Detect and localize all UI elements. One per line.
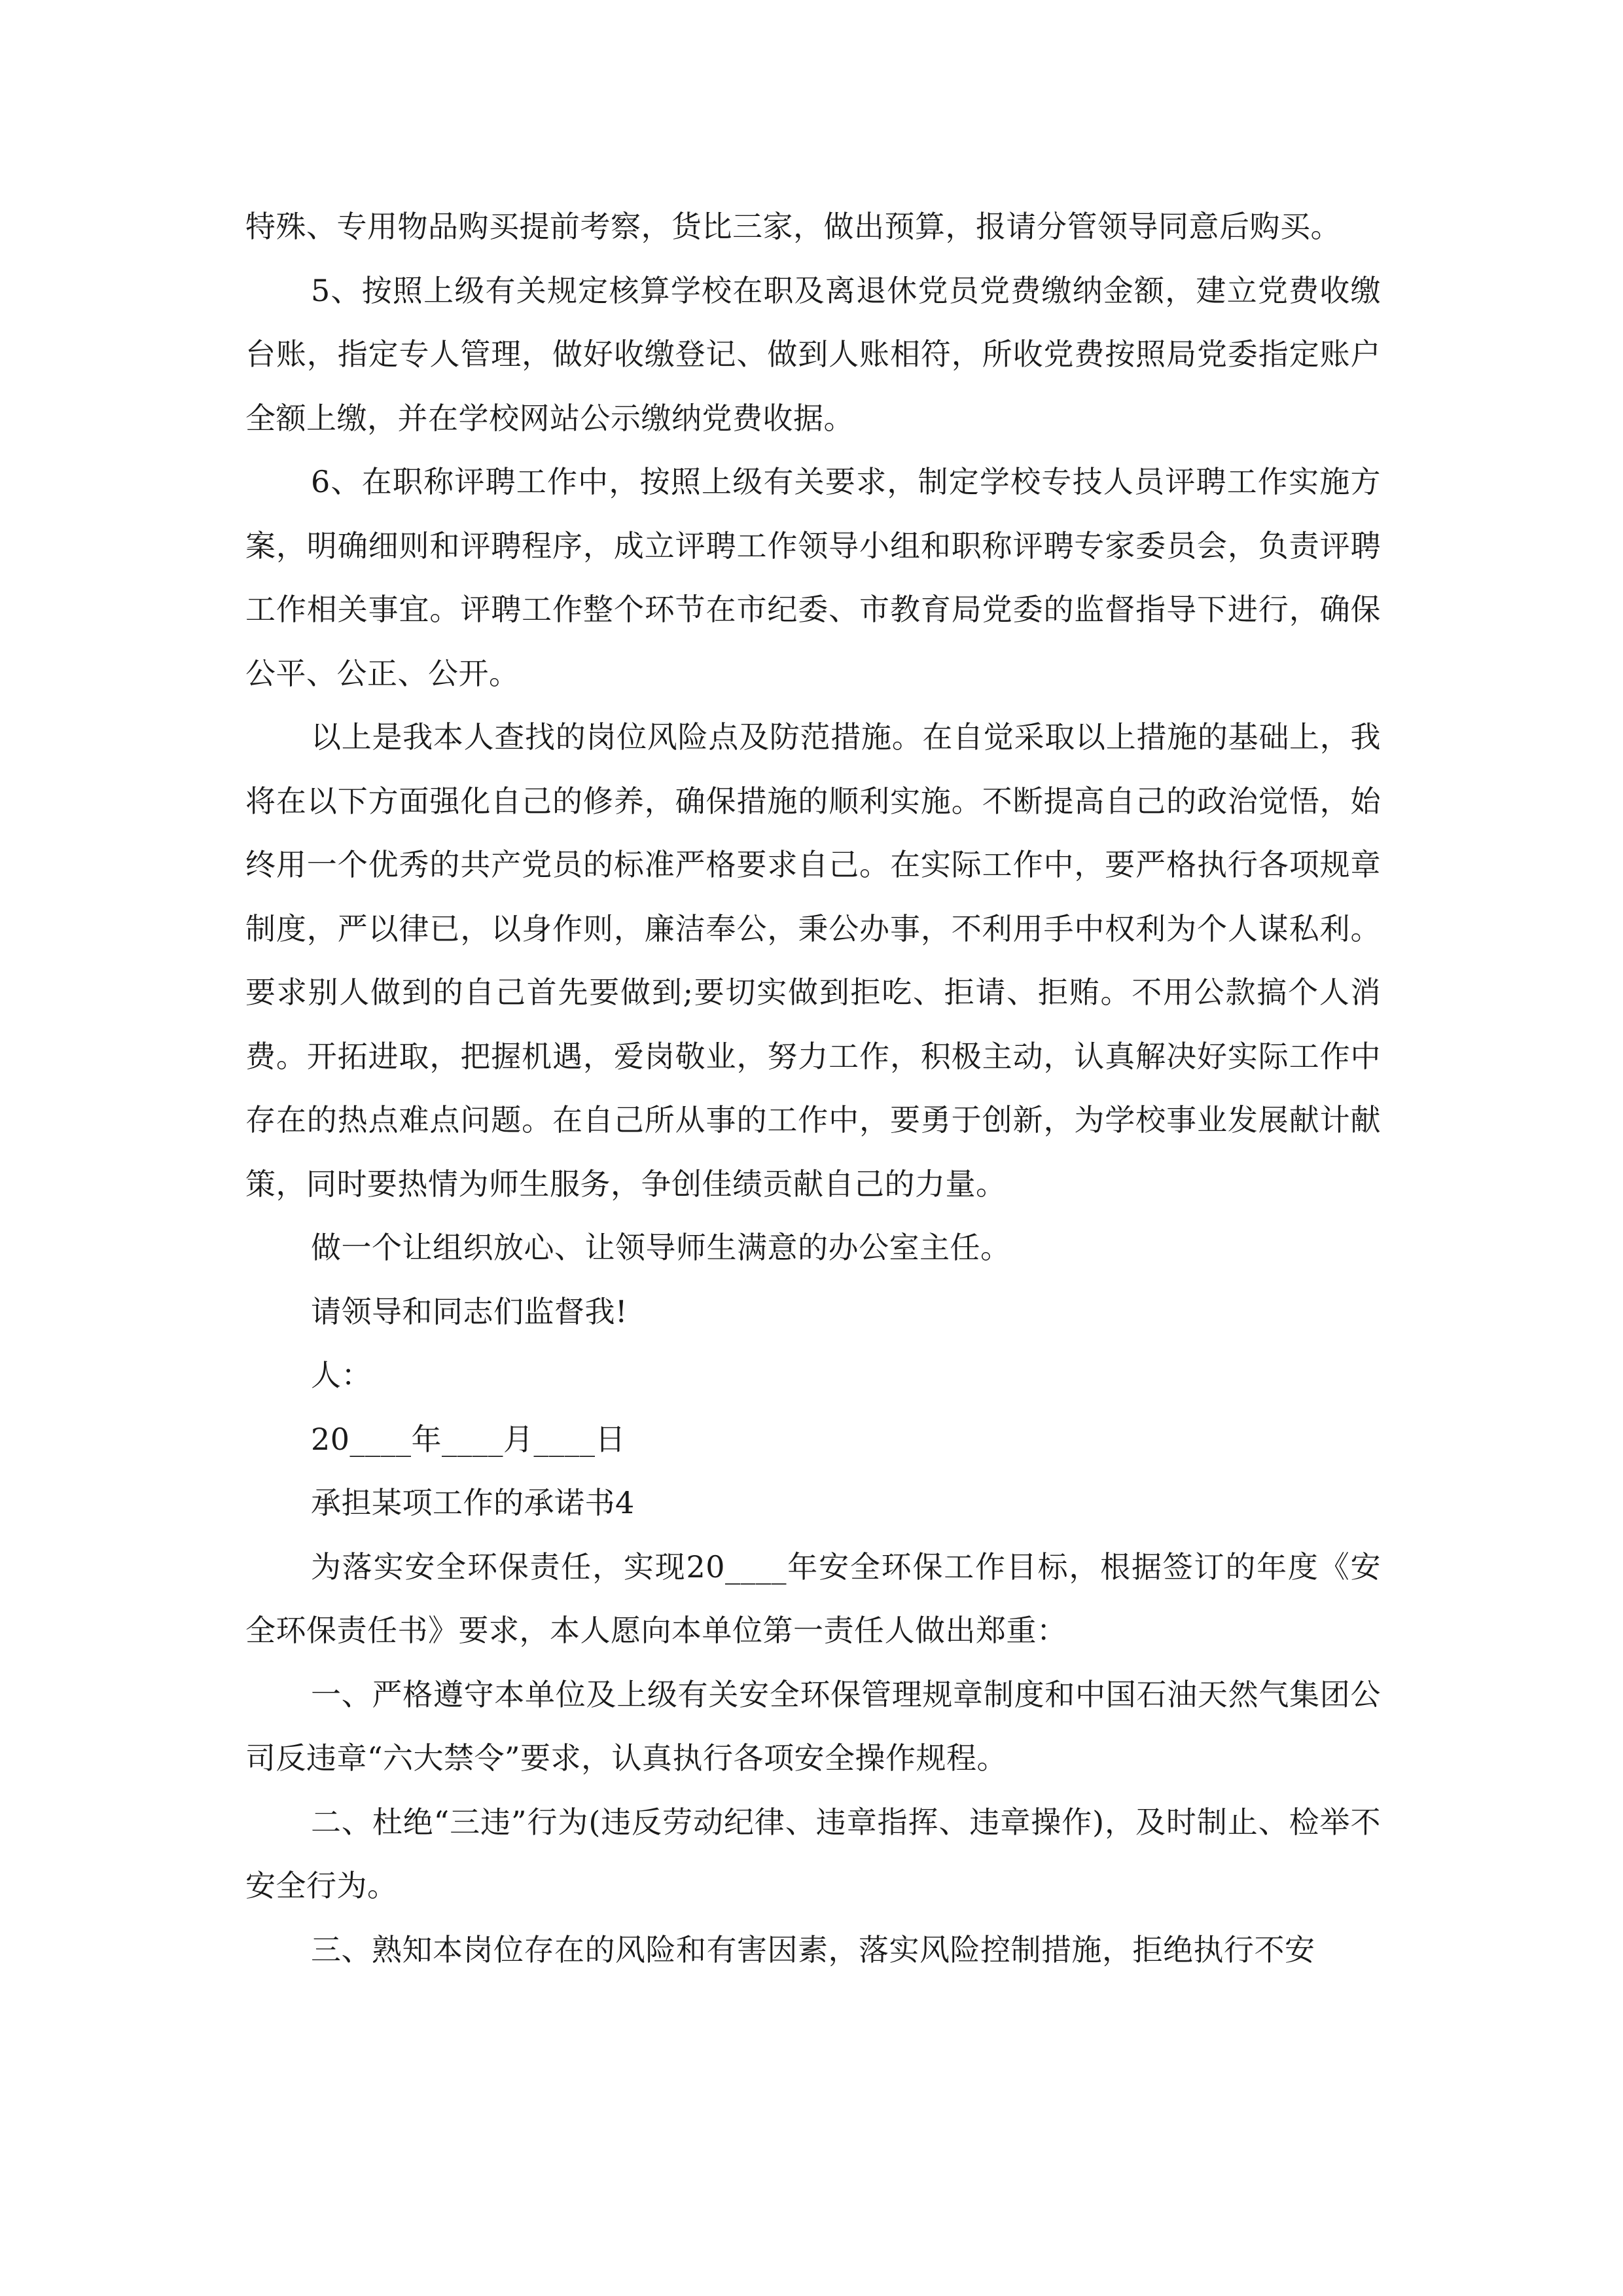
- paragraph-item-5: 5、按照上级有关规定核算学校在职及离退休党员党费缴纳金额，建立党费收缴台账，指定专人管理，做好收缴登记、做到人账相符，所收党费按照局党委指定账户全额上缴，并在学校网站公示缴纳党费收据。: [245, 272, 1381, 436]
- paragraph-purchase: 特殊、专用物品购买提前考察，货比三家，做出预算，报请分管领导同意后购买。: [245, 209, 1341, 244]
- paragraph-supervise: 请领导和同志们监督我!: [311, 1293, 628, 1329]
- paragraph-summary: 以上是我本人查找的岗位风险点及防范措施。在自觉采取以上措施的基础上，我将在以下方面强化自己的修养，确保措施的顺利实施。不断提高自己的政治觉悟，始终用一个优秀的共产党员的标准严格要求自己。在实际工作中，要严格执行各项规章制度，严以律已，以身作则，廉洁奉公，秉公办事，不利用手中权利为个人谋私利。要求别人做到的自己首先要做到;要切实做到拒吃、拒请、拒贿。不用公款搞个人消费。开拓进取，把握机遇，爱岗敬业，努力工作，积极主动，认真解决好实际工作中存在的热点难点问题。在自己所从事的工作中，要勇于创新，为学校事业发展献计献策，同时要热情为师生服务，争创佳绩贡献自己的力量。: [245, 719, 1381, 1202]
- section-title: 承担某项工作的承诺书4: [311, 1485, 635, 1520]
- signature-line: 人：: [311, 1357, 372, 1393]
- paragraph-point-2: 二、杜绝“三违”行为(违反劳动纪律、违章指挥、违章操作)，及时制止、检举不安全行为。: [245, 1804, 1381, 1903]
- paragraph-goal: 做一个让组织放心、让领导师生满意的办公室主任。: [311, 1230, 1011, 1265]
- paragraph-point-1: 一、严格遵守本单位及上级有关安全环保管理规章制度和中国石油天然气集团公司反违章“六大禁令”要求，认真执行各项安全操作规程。: [245, 1676, 1381, 1776]
- paragraph-point-3: 三、熟知本岗位存在的风险和有害因素，落实风险控制措施，拒绝执行不安: [311, 1931, 1315, 1967]
- document-body: [245, 195, 1381, 1982]
- paragraph-intro: 为落实安全环保责任，实现20____年安全环保工作目标，根据签订的年度《安全环保责任书》要求，本人愿向本单位第一责任人做出郑重：: [245, 1549, 1381, 1648]
- paragraph-item-6: 6、在职称评聘工作中，按照上级有关要求，制定学校专技人员评聘工作实施方案，明确细则和评聘程序，成立评聘工作领导小组和职称评聘专家委员会，负责评聘工作相关事宜。评聘工作整个环节在市纪委、市教育局党委的监督指导下进行，确保公平、公正、公开。: [245, 464, 1381, 691]
- date-line: 20____年____月____日: [311, 1421, 626, 1457]
